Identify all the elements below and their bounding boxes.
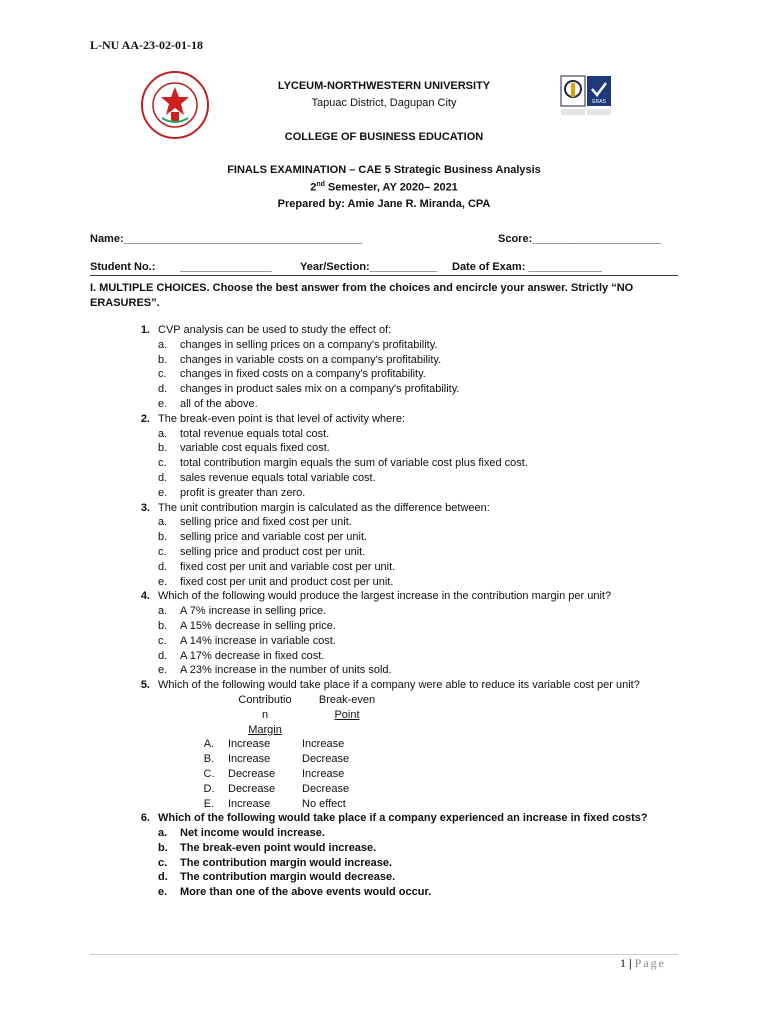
option-text: variable cost equals fixed cost. bbox=[180, 442, 330, 455]
col2-header-a: Break-even bbox=[318, 693, 376, 706]
option-3e[interactable] bbox=[90, 575, 690, 590]
option-2e[interactable] bbox=[90, 486, 690, 501]
option-letter: b. bbox=[158, 531, 168, 544]
year-section-field[interactable]: Year/Section:___________ bbox=[300, 261, 437, 273]
question-2 bbox=[90, 412, 690, 427]
question-list bbox=[90, 323, 690, 900]
row-letter: B. bbox=[203, 753, 215, 766]
option-letter: e. bbox=[158, 886, 168, 899]
instructions: I. MULTIPLE CHOICES. Choose the best answer from the choices and encircle your answer. Strictly “NO ERASURES”. bbox=[90, 282, 634, 309]
table-row[interactable] bbox=[190, 767, 392, 782]
page-footer bbox=[620, 956, 666, 971]
option-letter: b. bbox=[158, 442, 168, 455]
option-1b[interactable] bbox=[90, 353, 690, 368]
option-text: A 23% increase in the number of units sold. bbox=[180, 664, 392, 677]
option-letter: e. bbox=[158, 664, 168, 677]
option-letter: b. bbox=[158, 841, 168, 854]
option-letter: e. bbox=[158, 575, 168, 588]
footer-divider bbox=[90, 954, 678, 955]
option-2b[interactable] bbox=[90, 441, 690, 456]
option-letter: d. bbox=[158, 471, 168, 484]
option-text: selling price and fixed cost per unit. bbox=[180, 516, 352, 529]
question-text: Which of the following would produce the largest increase in the contribution margin per unit? bbox=[158, 590, 612, 603]
option-text: changes in selling prices on a company's profitability. bbox=[180, 338, 438, 351]
option-text: More than one of the above events would occur. bbox=[180, 886, 432, 899]
option-6c[interactable] bbox=[90, 856, 690, 871]
option-text: fixed cost per unit and product cost per unit. bbox=[180, 575, 394, 588]
row-letter: E. bbox=[203, 797, 215, 810]
row-letter: C. bbox=[203, 767, 215, 780]
option-text: changes in fixed costs on a company's profitability. bbox=[180, 368, 426, 381]
option-2a[interactable] bbox=[90, 427, 690, 442]
question-number: 4. bbox=[140, 590, 150, 603]
option-text: A 14% increase in variable cost. bbox=[180, 634, 336, 647]
question-4 bbox=[90, 589, 690, 604]
option-4b[interactable] bbox=[90, 619, 690, 634]
score-field[interactable]: Score:_____________________ bbox=[498, 233, 661, 245]
row-bep: Increase bbox=[302, 738, 345, 751]
option-3a[interactable] bbox=[90, 515, 690, 530]
option-text: total revenue equals total cost. bbox=[180, 427, 330, 440]
question-5 bbox=[90, 678, 690, 693]
university-name: LYCEUM-NORTHWESTERN UNIVERSITY bbox=[277, 80, 491, 92]
row-letter: A. bbox=[203, 738, 215, 751]
row-cm: Decrease bbox=[228, 767, 276, 780]
option-text: total contribution margin equals the sum of variable cost plus fixed cost. bbox=[180, 457, 528, 470]
question-number: 2. bbox=[140, 412, 150, 425]
option-4a[interactable] bbox=[90, 604, 690, 619]
page-separator: | bbox=[626, 956, 635, 970]
university-address: Tapuac District, Dagupan City bbox=[311, 97, 457, 109]
row-bep: Decrease bbox=[302, 782, 350, 795]
question-number: 6. bbox=[140, 812, 150, 825]
option-letter: d. bbox=[158, 560, 168, 573]
option-text: selling price and product cost per unit. bbox=[180, 545, 366, 558]
option-text: The break-even point would increase. bbox=[180, 841, 377, 854]
option-text: A 7% increase in selling price. bbox=[180, 605, 327, 618]
option-letter: d. bbox=[158, 383, 168, 396]
row-letter: D. bbox=[203, 782, 215, 795]
option-4d[interactable] bbox=[90, 649, 690, 664]
option-1a[interactable] bbox=[90, 338, 690, 353]
option-6e[interactable] bbox=[90, 885, 690, 900]
option-letter: e. bbox=[158, 486, 168, 499]
question-6 bbox=[90, 811, 690, 826]
answer-table bbox=[190, 693, 392, 811]
page-label: Page bbox=[634, 956, 666, 970]
exam-title: FINALS EXAMINATION – CAE 5 Strategic Business Analysis bbox=[227, 164, 541, 176]
option-1c[interactable] bbox=[90, 367, 690, 382]
question-number: 3. bbox=[140, 501, 150, 514]
option-1d[interactable] bbox=[90, 382, 690, 397]
option-6d[interactable] bbox=[90, 870, 690, 885]
row-cm: Increase bbox=[228, 753, 271, 766]
table-row[interactable] bbox=[190, 782, 392, 797]
option-letter: d. bbox=[158, 871, 168, 884]
row-bep: Increase bbox=[302, 767, 345, 780]
option-letter: d. bbox=[158, 649, 168, 662]
option-letter: a. bbox=[158, 427, 168, 440]
question-number: 5. bbox=[140, 679, 150, 692]
col2-header-b: Point bbox=[334, 708, 360, 721]
option-letter: c. bbox=[158, 545, 167, 558]
question-1 bbox=[90, 323, 690, 338]
row-bep: No effect bbox=[302, 797, 346, 810]
option-text: profit is greater than zero. bbox=[180, 486, 306, 499]
semester-suffix: nd bbox=[316, 181, 325, 188]
header-divider bbox=[90, 275, 678, 276]
seal-right-label: ERAS bbox=[592, 99, 606, 105]
question-number: 1. bbox=[140, 324, 150, 336]
option-letter: c. bbox=[158, 368, 167, 381]
option-4e[interactable] bbox=[90, 663, 690, 678]
option-text: The contribution margin would decrease. bbox=[180, 871, 396, 884]
question-text: Which of the following would take place if a company were able to reduce its variable cost per unit? bbox=[158, 679, 640, 692]
semester-rest: Semester, AY 2020– 2021 bbox=[324, 181, 458, 194]
question-3 bbox=[90, 501, 690, 516]
row-cm: Increase bbox=[228, 797, 271, 810]
row-cm: Increase bbox=[228, 738, 271, 751]
option-1e[interactable] bbox=[90, 397, 690, 412]
option-3c[interactable] bbox=[90, 545, 690, 560]
table-header-row bbox=[190, 693, 392, 708]
question-text: The unit contribution margin is calculated as the difference between: bbox=[158, 501, 490, 514]
option-text: changes in variable costs on a company's profitability. bbox=[180, 353, 442, 366]
option-6a[interactable] bbox=[90, 826, 690, 841]
option-letter: a. bbox=[158, 827, 168, 840]
option-letter: e. bbox=[158, 397, 168, 410]
option-6b[interactable] bbox=[90, 841, 690, 856]
option-letter: a. bbox=[158, 516, 168, 529]
col1-header-b: n bbox=[261, 708, 269, 721]
row-bep: Decrease bbox=[302, 753, 350, 766]
option-letter: c. bbox=[158, 856, 168, 869]
option-letter: a. bbox=[158, 605, 168, 618]
option-2d[interactable] bbox=[90, 471, 690, 486]
option-text: A 15% decrease in selling price. bbox=[180, 619, 336, 632]
row-cm: Decrease bbox=[228, 782, 276, 795]
option-text: selling price and variable cost per unit. bbox=[180, 531, 368, 544]
option-text: changes in product sales mix on a company's profitability. bbox=[180, 383, 460, 396]
option-text: sales revenue equals total variable cost. bbox=[180, 471, 376, 484]
col1-header-a: Contributio bbox=[238, 693, 292, 706]
college-name: COLLEGE OF BUSINESS EDUCATION bbox=[284, 131, 484, 143]
option-text: Net income would increase. bbox=[180, 827, 325, 840]
prepared-by: Prepared by: Amie Jane R. Miranda, CPA bbox=[277, 198, 491, 210]
student-no-field[interactable]: _______________ bbox=[180, 261, 272, 273]
question-text: The break-even point is that level of activity where: bbox=[158, 412, 406, 425]
option-letter: b. bbox=[158, 353, 168, 366]
question-text: CVP analysis can be used to study the effect of: bbox=[158, 324, 392, 336]
student-no-label: Student No.: bbox=[90, 261, 156, 273]
option-text: The contribution margin would increase. bbox=[180, 856, 393, 869]
date-of-exam-field[interactable]: Date of Exam: ____________ bbox=[452, 261, 602, 273]
option-3b[interactable] bbox=[90, 530, 690, 545]
option-letter: b. bbox=[158, 619, 168, 632]
option-4c[interactable] bbox=[90, 634, 690, 649]
option-text: fixed cost per unit and variable cost per unit. bbox=[180, 560, 396, 573]
semester-line bbox=[0, 181, 768, 194]
col1-header-c: Margin bbox=[248, 723, 282, 736]
table-row[interactable] bbox=[190, 752, 392, 767]
semester-number: 2 bbox=[310, 181, 317, 194]
option-letter: c. bbox=[158, 457, 167, 470]
option-2c[interactable] bbox=[90, 456, 690, 471]
table-header-row bbox=[190, 708, 392, 723]
name-field[interactable]: Name:_______________________________________ bbox=[90, 233, 363, 245]
option-text: A 17% decrease in fixed cost. bbox=[180, 649, 325, 662]
option-letter: c. bbox=[158, 634, 167, 647]
option-text: all of the above. bbox=[180, 397, 258, 410]
option-3d[interactable] bbox=[90, 560, 690, 575]
question-text: Which of the following would take place if a company experienced an increase in fixed costs? bbox=[158, 812, 648, 825]
page-number: 1 bbox=[620, 956, 626, 970]
table-header-row bbox=[190, 723, 392, 738]
option-letter: a. bbox=[158, 338, 168, 351]
document-code: L-NU AA-23-02-01-18 bbox=[90, 38, 203, 52]
table-row[interactable] bbox=[190, 797, 392, 812]
table-row[interactable] bbox=[190, 737, 392, 752]
